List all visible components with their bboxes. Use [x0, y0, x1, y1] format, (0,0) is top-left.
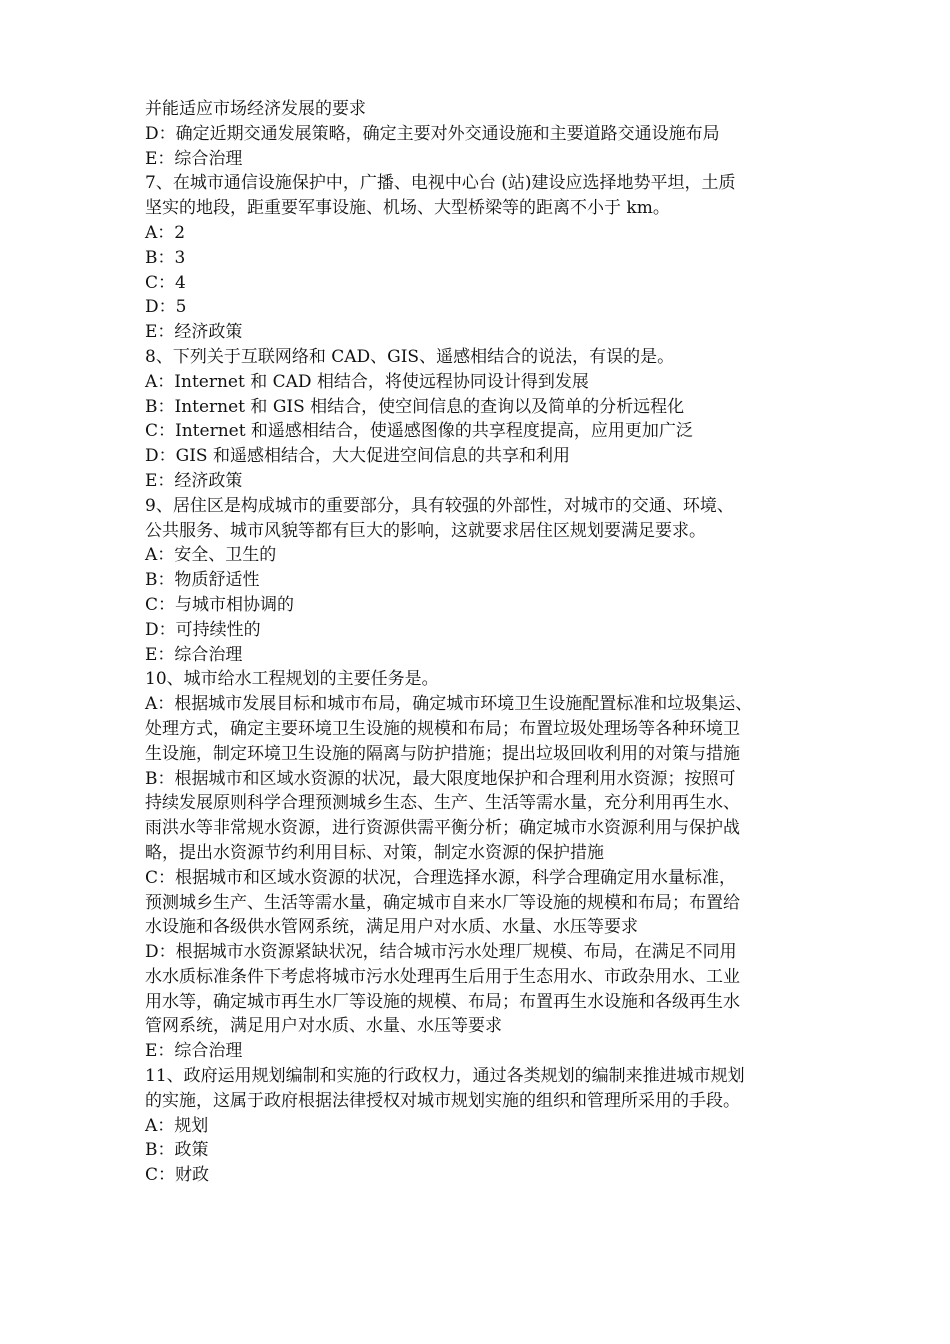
- document-body: [145, 97, 810, 1188]
- answer-option-b-line-1: B：根据城市和区域水资源的状况，最大限度地保护和合理利用水资源；按照可: [145, 768, 736, 789]
- answer-option-c-line-1: C：根据城市和区域水资源的状况，合理选择水源，科学合理确定用水量标准，: [145, 867, 737, 888]
- question-8: 8、下列关于互联网络和 CAD、GIS、遥感相结合的说法，有误的是。: [145, 346, 675, 367]
- question-11-line-1: 11、政府运用规划编制和实施的行政权力，通过各类规划的编制来推进城市规划: [145, 1066, 745, 1087]
- question-7-line-2: 坚实的地段，距重要军事设施、机场、大型桥梁等的距离不小于 km。: [145, 198, 670, 219]
- answer-option: B：物质舒适性: [145, 570, 260, 591]
- answer-option: D：GIS 和遥感相结合，大大促进空间信息的共享和利用: [145, 446, 570, 467]
- question-11-line-2: 的实施，这属于政府根据法律授权对城市规划实施的组织和管理所采用的手段。: [145, 1090, 740, 1111]
- answer-option: A：Internet 和 CAD 相结合，将使远程协同设计得到发展: [145, 371, 589, 392]
- question-10: 10、城市给水工程规划的主要任务是。: [145, 669, 439, 690]
- answer-option: E：综合治理: [145, 148, 243, 169]
- answer-option-d-line-3: 用水等，确定城市再生水厂等设施的规模、布局；布置再生水设施和各级再生水: [145, 991, 740, 1012]
- answer-option: C：4: [145, 272, 186, 293]
- question-9-line-1: 9、居住区是构成城市的重要部分，具有较强的外部性，对城市的交通、环境、: [145, 495, 734, 516]
- answer-option: E：综合治理: [145, 644, 243, 665]
- answer-option-a-line-2: 处理方式，确定主要环境卫生设施的规模和布局；布置垃圾处理场等各种环境卫: [145, 718, 740, 739]
- answer-option-b-line-3: 雨洪水等非常规水资源，进行资源供需平衡分析；确定城市水资源利用与保护战: [145, 818, 740, 839]
- answer-option-d-line-2: 水水质标准条件下考虑将城市污水处理再生后用于生态用水、市政杂用水、工业: [145, 966, 740, 987]
- answer-option: B：政策: [145, 1140, 209, 1161]
- answer-option: E：综合治理: [145, 1041, 243, 1062]
- answer-option: B：Internet 和 GIS 相结合，使空间信息的查询以及简单的分析远程化: [145, 396, 685, 417]
- question-9-line-2: 公共服务、城市风貌等都有巨大的影响，这就要求居住区规划要满足要求。: [145, 520, 706, 541]
- answer-option: C：与城市相协调的: [145, 594, 295, 615]
- answer-option: D：确定近期交通发展策略，确定主要对外交通设施和主要道路交通设施布局: [145, 123, 720, 144]
- answer-option: C：财政: [145, 1165, 210, 1186]
- answer-option-b-line-4: 略，提出水资源节约利用目标、对策，制定水资源的保护措施: [145, 842, 604, 863]
- answer-option: C：Internet 和遥感相结合，使遥感图像的共享程度提高，应用更加广泛: [145, 421, 693, 442]
- answer-option-c-line-3: 水设施和各级供水管网系统，满足用户对水质、水量、水压等要求: [145, 917, 638, 938]
- text-line: 并能适应市场经济发展的要求: [145, 99, 366, 119]
- answer-option: A：规划: [145, 1115, 209, 1136]
- answer-option-d-line-1: D：根据城市水资源紧缺状况，结合城市污水处理厂规模、布局，在满足不同用: [145, 942, 737, 963]
- answer-option: E：经济政策: [145, 470, 243, 491]
- answer-option-b-line-2: 持续发展原则科学合理预测城乡生态、生产、生活等需水量，充分利用再生水、: [145, 793, 740, 814]
- answer-option: A：安全、卫生的: [145, 545, 277, 566]
- answer-option: B：3: [145, 247, 186, 268]
- answer-option: D：可持续性的: [145, 619, 261, 640]
- answer-option-a-line-3: 生设施，制定环境卫生设施的隔离与防护措施；提出垃圾回收利用的对策与措施: [145, 743, 740, 764]
- answer-option: A：2: [145, 222, 186, 243]
- answer-option-a-line-1: A：根据城市发展目标和城市布局，确定城市环境卫生设施配置标准和垃圾集运、: [145, 694, 753, 715]
- answer-option-d-line-4: 管网系统，满足用户对水质、水量、水压等要求: [145, 1016, 502, 1037]
- answer-option: D：5: [145, 297, 187, 318]
- answer-option: E：经济政策: [145, 322, 243, 343]
- answer-option-c-line-2: 预测城乡生产、生活等需水量，确定城市自来水厂等设施的规模和布局；布置给: [145, 892, 740, 913]
- question-7-line-1: 7、在城市通信设施保护中，广播、电视中心台 (站)建设应选择地势平坦，土质: [145, 173, 736, 194]
